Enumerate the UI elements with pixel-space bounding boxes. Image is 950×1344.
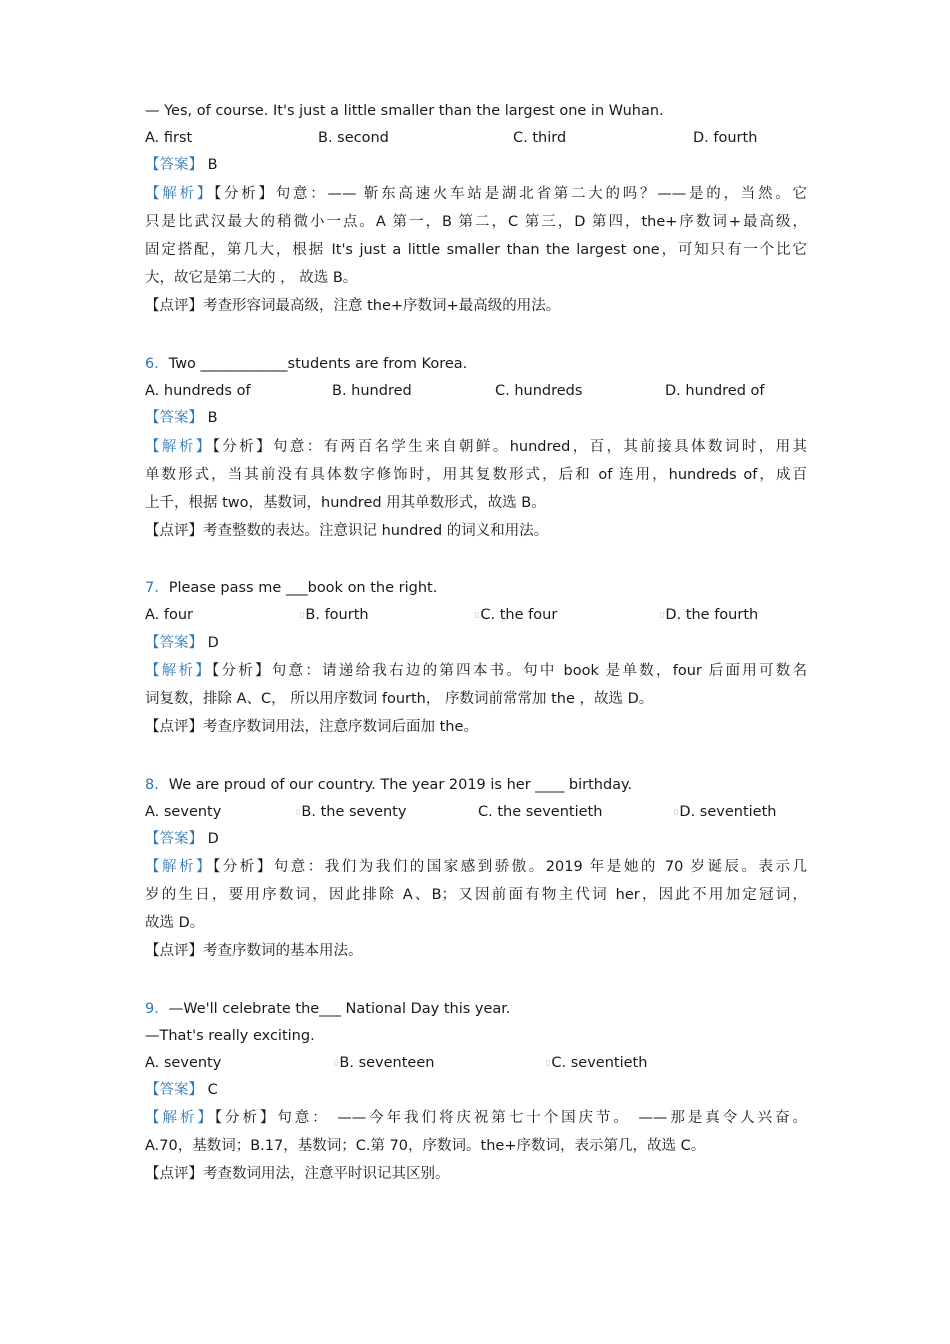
q7-question: 7．Please pass me ___book on the right. (145, 580, 438, 596)
q7-option-c: ▯C. the four (475, 607, 558, 623)
q5-reply: — Yes, of course. It's just a little smaller than the largest one in Wuhan. (145, 103, 664, 119)
answer-tag: 【答案】 (145, 157, 203, 173)
q6-number: 6． (145, 356, 169, 372)
analysis-tag: 【解析】 (145, 439, 213, 455)
q8-analysis-line-1: 【解析】【分析】句意：我们为我们的国家感到骄傲。2019 年是她的 70 岁诞辰。表示几 (145, 859, 807, 875)
q7-answer-row (145, 633, 219, 653)
q5-comment: 【点评】考查形容词最高级，注意 the+序数词+最高级的用法。 (145, 298, 561, 314)
q7-analysis-line-1: 【解析】【分析】句意：请递给我右边的第四本书。句中 book 是单数，four 后面用可数名 (145, 663, 808, 679)
answer-tag: 【答案】 (145, 410, 203, 426)
q9-question: 9．—We'll celebrate the___ National Day this year. (145, 1001, 511, 1017)
checkbox-marker-icon: ▯ (300, 610, 305, 619)
q5-analysis-line-1: 【解析】【分析】句意：—— 靳东高速火车站是湖北省第二大的吗？——是的，当然。它 (145, 186, 807, 202)
q8-answer: D (207, 831, 219, 847)
answer-tag: 【答案】 (145, 831, 203, 847)
q9-number: 9． (145, 1001, 169, 1017)
q9-analysis-line-1: 【解析】【分析】句意： ——今年我们将庆祝第七十个国庆节。 ——那是真令人兴奋。 (145, 1110, 808, 1126)
checkbox-marker-icon: ▯ (674, 807, 679, 816)
q8-number: 8． (145, 777, 169, 793)
q5-answer: B (207, 157, 218, 173)
q8-option-d: ▯D. seventieth (674, 804, 777, 820)
q9-option-a: A. seventy (145, 1055, 222, 1071)
q9-analysis-line-2: A.70，基数词；B.17，基数词；C.第 70，序数词。the+序数词，表示第几，故选 C。 (145, 1138, 706, 1154)
analysis-tag: 【解析】 (145, 1110, 215, 1126)
q5-option-d: D. fourth (693, 130, 758, 146)
q5-analysis-line-3: 固定搭配，第几大，根据 It's just a little smaller than the largest one，可知只有一个比它 (145, 242, 807, 258)
q5-answer-row (145, 155, 218, 175)
q6-analysis-line-3: 上千，根据 two，基数词，hundred 用其单数形式，故选 B。 (145, 495, 546, 511)
q9-comment: 【点评】考查数词用法，注意平时识记其区别。 (145, 1166, 450, 1182)
checkbox-marker-icon: ▯ (546, 1058, 551, 1067)
q6-option-c: C. hundreds (495, 383, 583, 399)
q8-option-a: A. seventy (145, 804, 222, 820)
q5-option-a: A. first (145, 130, 193, 146)
q7-answer: D (207, 635, 219, 651)
q8-question: 8．We are proud of our country. The year 2019 is her ____ birthday. (145, 777, 633, 793)
q8-analysis-line-3: 故选 D。 (145, 915, 205, 931)
q6-answer-row (145, 408, 218, 428)
analysis-tag: 【解析】 (145, 186, 215, 202)
q9-option-b: ▯B. seventeen (334, 1055, 435, 1071)
checkbox-marker-icon: ▯ (475, 610, 480, 619)
checkbox-marker-icon: ▯ (660, 610, 665, 619)
q8-analysis-line-2: 岁的生日，要用序数词，因此排除 A、B；又因前面有物主代词 her，因此不用加定冠词， (145, 887, 807, 903)
q8-option-c: C. the seventieth (478, 804, 603, 820)
q5-option-c: C. third (513, 130, 567, 146)
q7-option-b: ▯B. fourth (300, 607, 369, 623)
q6-answer: B (207, 410, 218, 426)
answer-tag: 【答案】 (145, 635, 203, 651)
q7-option-a: A. four (145, 607, 194, 623)
q7-number: 7． (145, 580, 169, 596)
q5-option-b: B. second (318, 130, 389, 146)
analysis-tag: 【解析】 (145, 859, 214, 875)
analysis-tag: 【解析】 (145, 663, 213, 679)
q6-analysis-line-1: 【解析】【分析】句意：有两百名学生来自朝鲜。hundred，百，其前接具体数词时，用其 (145, 439, 807, 455)
q6-option-a: A. hundreds of (145, 383, 251, 399)
q5-analysis-line-4: 大，故它是第二大的 ， 故选 B。 (145, 270, 358, 286)
q6-analysis-line-2: 单数形式，当其前没有具体数字修饰时，用其复数形式，后和 of 连用，hundreds of，成百 (145, 467, 807, 483)
q9-answer-row (145, 1080, 218, 1100)
q7-option-d: ▯D. the fourth (660, 607, 759, 623)
checkbox-marker-icon: ▯ (334, 1058, 339, 1067)
q7-analysis-line-2: 词复数，排除 A、C， 所以用序数词 fourth， 序数词前常常加 the ，故选 D。 (145, 691, 654, 707)
q6-option-d: D. hundred of (665, 383, 765, 399)
answer-tag: 【答案】 (145, 1082, 203, 1098)
q9-option-c: ▯C. seventieth (546, 1055, 648, 1071)
q6-comment: 【点评】考查整数的表达。注意识记 hundred 的词义和用法。 (145, 523, 549, 539)
q9-answer: C (207, 1082, 218, 1098)
q8-option-b: ▯B. the seventy (296, 804, 407, 820)
q7-comment: 【点评】考查序数词用法，注意序数词后面加 the。 (145, 719, 478, 735)
q6-question: 6．Two ____________students are from Korea. (145, 356, 468, 372)
q6-option-b: B. hundred (332, 383, 412, 399)
q8-comment: 【点评】考查序数词的基本用法。 (145, 943, 363, 959)
q5-analysis-line-2: 只是比武汉最大的稍微小一点。A 第一，B 第二，C 第三，D 第四，the+序数词+最高级， (145, 214, 807, 230)
q8-answer-row (145, 829, 219, 849)
q9-reply: —That's really exciting. (145, 1028, 315, 1044)
checkbox-marker-icon: ▯ (296, 807, 301, 816)
